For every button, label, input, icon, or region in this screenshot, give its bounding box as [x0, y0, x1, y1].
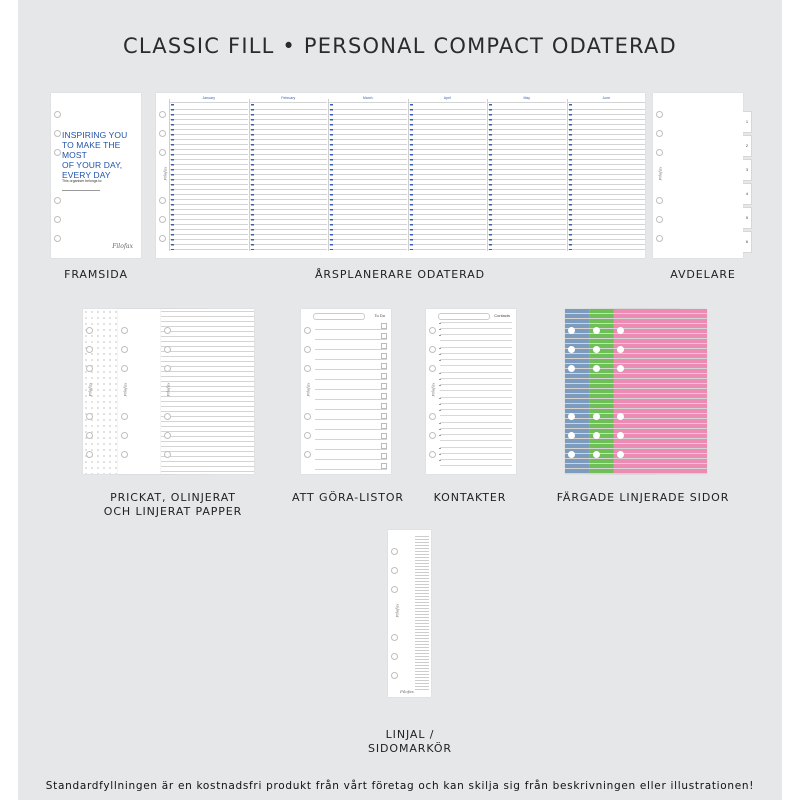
- punch-hole: [86, 346, 93, 353]
- filofax-logo: Filofax: [122, 382, 128, 397]
- punch-hole: [656, 111, 663, 118]
- contacts-header: Contacts: [494, 313, 510, 318]
- punch-hole: [121, 432, 128, 439]
- punch-hole: [429, 413, 436, 420]
- contact-line: [440, 409, 512, 410]
- contact-line: [440, 365, 512, 366]
- todo-row: [315, 343, 387, 350]
- contact-line: [440, 334, 512, 335]
- filofax-logo: Filofax: [162, 166, 168, 181]
- punch-hole: [391, 634, 398, 641]
- divider-tab[interactable]: 5: [743, 207, 752, 229]
- cover-headline-line: INSPIRING YOU: [62, 130, 128, 140]
- contact-icon: [439, 323, 441, 339]
- caption-linjal-line1: LINJAL /: [385, 728, 435, 741]
- contact-icon: [439, 373, 441, 389]
- planner-month-column: [328, 96, 407, 251]
- contact-line: [440, 340, 512, 341]
- ruler-ticks: [415, 536, 429, 690]
- checkbox-icon: [381, 363, 387, 369]
- planner-month-column: [249, 96, 328, 251]
- todo-row: [315, 443, 387, 450]
- punch-hole: [391, 548, 398, 555]
- punch-hole: [164, 346, 171, 353]
- contact-line: [440, 415, 512, 416]
- checkbox-icon: [381, 333, 387, 339]
- planner-month-label: March: [362, 96, 373, 100]
- divider-tab[interactable]: 3: [743, 159, 752, 181]
- todo-row: [315, 383, 387, 390]
- punch-hole: [391, 586, 398, 593]
- contact-line: [440, 403, 512, 404]
- contact-line: [440, 322, 512, 323]
- punch-hole: [593, 346, 600, 353]
- planner-month-label: February: [281, 96, 296, 100]
- punch-hole: [304, 327, 311, 334]
- punch-hole: [304, 451, 311, 458]
- caption-framsida: FRAMSIDA: [64, 268, 128, 281]
- punch-hole: [656, 197, 663, 204]
- contact-icon: [439, 423, 441, 439]
- punch-hole: [159, 235, 166, 242]
- todo-row: [315, 323, 387, 330]
- caption-prickat-line2: OCH LINJERAT PAPPER: [103, 505, 243, 518]
- page-title: CLASSIC FILL • PERSONAL COMPACT ODATERAD: [123, 34, 677, 58]
- caption-linjal-line2: SIDOMARKÖR: [368, 742, 452, 755]
- todo-header: To Do: [374, 313, 385, 318]
- planner-month-label: June: [602, 96, 611, 100]
- punch-hole: [54, 130, 61, 137]
- contact-line: [440, 328, 512, 329]
- punch-hole: [617, 327, 624, 334]
- todo-row: [315, 403, 387, 410]
- filofax-logo: Filofax: [400, 689, 414, 694]
- punch-hole: [304, 365, 311, 372]
- punch-hole: [568, 327, 575, 334]
- caption-kontakter: KONTAKTER: [433, 491, 507, 504]
- contact-icon: [439, 398, 441, 414]
- contact-line: [440, 440, 512, 441]
- todo-row: [315, 463, 387, 470]
- punch-hole: [164, 413, 171, 420]
- todo-page: [301, 309, 391, 474]
- contact-line: [440, 397, 512, 398]
- punch-hole: [593, 365, 600, 372]
- filofax-logo: Filofax: [87, 382, 93, 397]
- checkbox-icon: [381, 433, 387, 439]
- cover-owner-text: This organiser belongs to:: [62, 179, 103, 183]
- contact-line: [440, 459, 512, 460]
- punch-hole: [54, 216, 61, 223]
- caption-fargade: FÄRGADE LINJERADE SIDOR: [556, 491, 730, 504]
- punch-hole: [429, 327, 436, 334]
- contact-line: [440, 353, 512, 354]
- punch-hole: [568, 346, 575, 353]
- todo-header-box: [313, 313, 365, 320]
- checkbox-icon: [381, 343, 387, 349]
- punch-hole: [617, 451, 624, 458]
- punch-hole: [617, 432, 624, 439]
- todo-row: [315, 393, 387, 400]
- checkbox-icon: [381, 353, 387, 359]
- contacts-header-box: [438, 313, 490, 320]
- punch-hole: [617, 365, 624, 372]
- punch-hole: [159, 197, 166, 204]
- punch-hole: [121, 413, 128, 420]
- todo-row: [315, 413, 387, 420]
- contact-icon: [439, 348, 441, 364]
- checkbox-icon: [381, 403, 387, 409]
- checkbox-icon: [381, 443, 387, 449]
- caption-prickat: [78, 491, 268, 519]
- divider-tab[interactable]: 4: [743, 183, 752, 205]
- filofax-logo: Filofax: [394, 603, 400, 618]
- punch-hole: [391, 567, 398, 574]
- contact-line: [440, 447, 512, 448]
- contact-icon: [439, 448, 441, 464]
- punch-hole: [54, 111, 61, 118]
- punch-hole: [164, 327, 171, 334]
- checkbox-icon: [381, 413, 387, 419]
- punch-hole: [121, 346, 128, 353]
- filofax-logo: Filofax: [657, 166, 663, 181]
- punch-hole: [656, 130, 663, 137]
- contact-line: [440, 359, 512, 360]
- punch-hole: [593, 413, 600, 420]
- checkbox-icon: [381, 323, 387, 329]
- punch-hole: [86, 413, 93, 420]
- contact-line: [440, 434, 512, 435]
- cover-headline-line: EVERY DAY: [62, 170, 111, 180]
- checkbox-icon: [381, 393, 387, 399]
- contact-line: [440, 422, 512, 423]
- caption-linjal: [340, 728, 480, 756]
- punch-hole: [568, 413, 575, 420]
- divider-tab[interactable]: 6: [743, 231, 752, 253]
- punch-hole: [568, 432, 575, 439]
- planner-month-column: [408, 96, 487, 251]
- punch-hole: [54, 235, 61, 242]
- checkbox-icon: [381, 423, 387, 429]
- lined-page: [161, 309, 254, 474]
- colored-page-pink: [614, 309, 707, 474]
- punch-hole: [121, 327, 128, 334]
- planner-month-column: [169, 96, 248, 251]
- footer-disclaimer: Standardfyllningen är en kostnadsfri produkt från vårt företag och kan skilja sig från beskrivningen eller illustrationen!: [45, 780, 755, 792]
- todo-row: [315, 373, 387, 380]
- punch-hole: [429, 451, 436, 458]
- punch-hole: [86, 432, 93, 439]
- punch-hole: [617, 413, 624, 420]
- divider-tab[interactable]: 2: [743, 135, 752, 157]
- punch-hole: [656, 235, 663, 242]
- planner-month-label: January: [202, 96, 215, 100]
- filofax-logo: Filofax: [305, 382, 311, 397]
- planner-day-markers: [489, 104, 492, 250]
- punch-hole: [617, 346, 624, 353]
- punch-hole: [304, 346, 311, 353]
- todo-row: [315, 363, 387, 370]
- year-planner-page: [156, 93, 645, 258]
- filofax-logo: Filofax: [430, 382, 436, 397]
- checkbox-icon: [381, 373, 387, 379]
- divider-page: [653, 93, 749, 258]
- contact-line: [440, 453, 512, 454]
- punch-hole: [391, 672, 398, 679]
- caption-att-gora: ATT GÖRA-LISTOR: [292, 491, 404, 504]
- caption-prickat-line1: PRICKAT, OLINJERAT: [110, 491, 236, 504]
- punch-hole: [568, 365, 575, 372]
- punch-hole: [121, 365, 128, 372]
- punch-hole: [164, 365, 171, 372]
- todo-row: [315, 353, 387, 360]
- planner-month-column: [567, 96, 646, 251]
- planner-day-markers: [410, 104, 413, 250]
- punch-hole: [159, 149, 166, 156]
- punch-hole: [593, 327, 600, 334]
- cover-headline-line: TO MAKE THE MOST: [62, 140, 121, 160]
- checkbox-icon: [381, 463, 387, 469]
- contact-line: [440, 372, 512, 373]
- punch-hole: [86, 365, 93, 372]
- checkbox-icon: [381, 453, 387, 459]
- punch-hole: [54, 197, 61, 204]
- punch-hole: [568, 451, 575, 458]
- cover-page: [51, 93, 141, 258]
- caption-arsplanerare: ÅRSPLANERARE ODATERAD: [314, 268, 486, 281]
- punch-hole: [164, 451, 171, 458]
- punch-hole: [164, 432, 171, 439]
- checkbox-icon: [381, 383, 387, 389]
- caption-avdelare: AVDELARE: [670, 268, 736, 281]
- punch-hole: [656, 216, 663, 223]
- punch-hole: [54, 149, 61, 156]
- contact-line: [440, 390, 512, 391]
- contact-line: [440, 384, 512, 385]
- punch-hole: [391, 653, 398, 660]
- punch-hole: [121, 451, 128, 458]
- punch-hole: [656, 149, 663, 156]
- ruler-page: [388, 530, 431, 697]
- todo-row: [315, 433, 387, 440]
- punch-hole: [159, 111, 166, 118]
- planner-day-markers: [330, 104, 333, 250]
- punch-hole: [159, 216, 166, 223]
- contact-line: [440, 465, 512, 466]
- planner-month-column: [487, 96, 566, 251]
- planner-day-markers: [251, 104, 254, 250]
- filofax-logo: Filofax: [165, 382, 171, 397]
- punch-hole: [86, 327, 93, 334]
- planner-day-markers: [171, 104, 174, 250]
- planner-month-label: May: [523, 96, 531, 100]
- punch-hole: [159, 130, 166, 137]
- punch-hole: [304, 432, 311, 439]
- todo-row: [315, 333, 387, 340]
- contact-line: [440, 378, 512, 379]
- punch-hole: [593, 451, 600, 458]
- punch-hole: [429, 365, 436, 372]
- todo-row: [315, 453, 387, 460]
- punch-hole: [304, 413, 311, 420]
- punch-hole: [593, 432, 600, 439]
- divider-tab[interactable]: 1: [743, 111, 752, 133]
- contact-line: [440, 347, 512, 348]
- cover-headline-line: OF YOUR DAY,: [62, 160, 123, 170]
- todo-row: [315, 423, 387, 430]
- contact-line: [440, 428, 512, 429]
- punch-hole: [429, 432, 436, 439]
- cover-owner-line: [62, 190, 100, 191]
- planner-month-label: April: [443, 96, 451, 100]
- contacts-page: [426, 309, 516, 474]
- filofax-logo: Filofax: [112, 243, 133, 250]
- cover-headline: [62, 130, 144, 180]
- punch-hole: [86, 451, 93, 458]
- punch-hole: [429, 346, 436, 353]
- planner-day-markers: [569, 104, 572, 250]
